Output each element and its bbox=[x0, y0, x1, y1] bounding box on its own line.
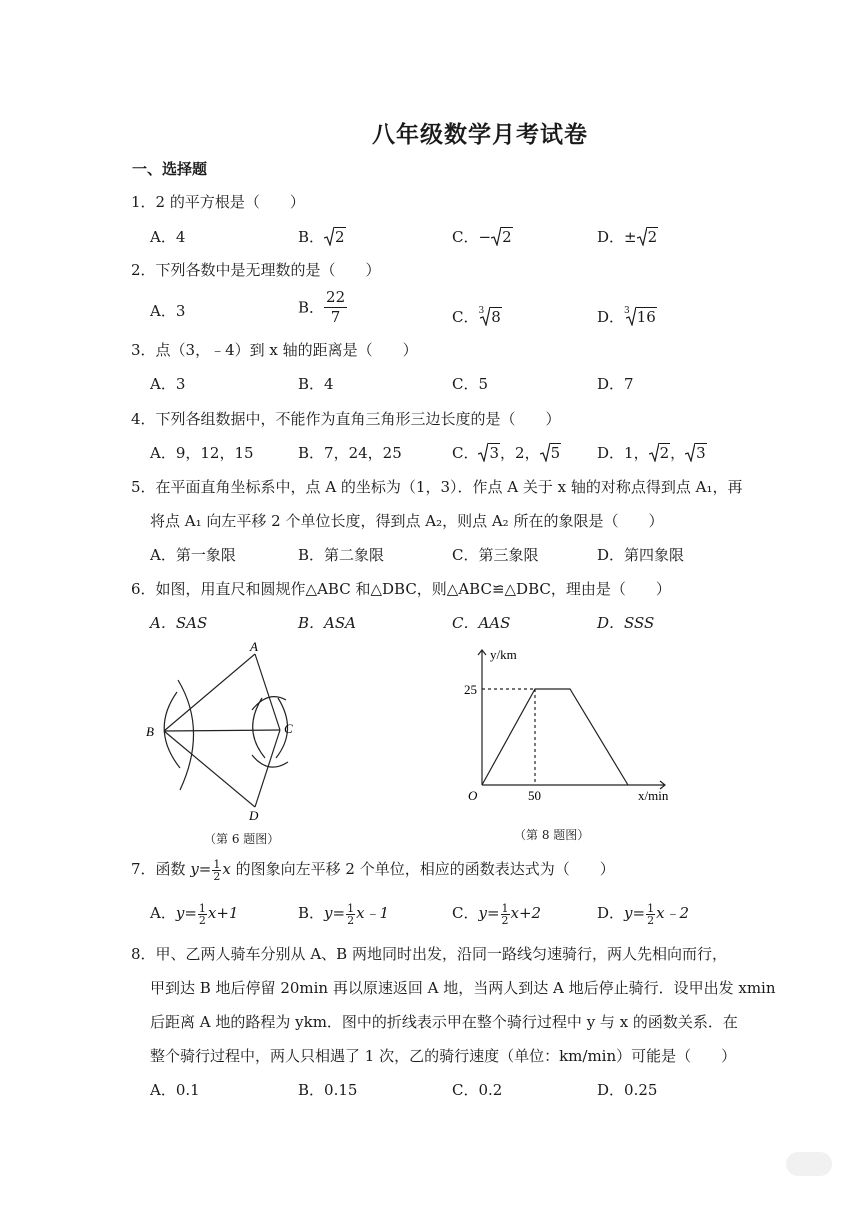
q3-text: 点（3，﹣4）到 x 轴的距离是（ ） bbox=[155, 341, 418, 359]
fig8-y-tick: 25 bbox=[464, 682, 477, 697]
q3-option-d: D．7 bbox=[597, 375, 634, 393]
figure-8-graph bbox=[460, 640, 690, 810]
q1-option-d: D．± 2 bbox=[597, 228, 658, 246]
question-4 bbox=[131, 408, 561, 430]
q1-text: 2 的平方根是（ ） bbox=[155, 193, 305, 211]
question-6: 6．如图，用直尺和圆规作△ABC 和△DBC，则△ABC≌△DBC，理由是（ ） bbox=[131, 580, 671, 598]
q6-option-d: D．SSS bbox=[597, 614, 655, 632]
question-1 bbox=[131, 191, 305, 213]
q1-option-b: B． 2 bbox=[298, 228, 345, 246]
q4-option-c: C． 3，2， 5 bbox=[452, 444, 561, 462]
fig6-label-a: A bbox=[250, 640, 258, 654]
q4-option-a: A．9，12，15 bbox=[150, 444, 254, 462]
q2-option-a: A．3 bbox=[150, 302, 186, 320]
fig6-label-b: B bbox=[146, 724, 154, 739]
figure-6-construction bbox=[140, 640, 310, 825]
question-3 bbox=[131, 339, 418, 361]
q4-option-b: B．7，24，25 bbox=[298, 444, 402, 462]
fig6-label-d: D bbox=[249, 808, 259, 823]
q5-option-d: D．第四象限 bbox=[597, 546, 685, 564]
q3-option-c: C．5 bbox=[452, 375, 489, 393]
q1-option-c: C．− 2 bbox=[452, 228, 512, 246]
q5-option-c: C．第三象限 bbox=[452, 546, 539, 564]
q3-number: 3． bbox=[131, 341, 156, 359]
q8-option-a: A．0.1 bbox=[150, 1081, 200, 1099]
question-5-line-1: 5．在平面直角坐标系中，点 A 的坐标为（1，3）．作点 A 关于 x 轴的对称点得到点 A₁，再 bbox=[131, 478, 743, 496]
question-7: 7．函数 y= $\frac{1}{2}$ x 的图象向左平移 2 个单位，相应的函数表达式为（ ） bbox=[131, 857, 615, 883]
question-8-line-2: 甲到达 B 地后停留 20min 再以原速返回 A 地，当两人到达 A 地后停止骑行．设甲出发 xmin bbox=[150, 979, 776, 997]
q6-option-a: A．SAS bbox=[150, 614, 208, 632]
q2-number: 2． bbox=[131, 261, 156, 279]
section-heading: 一、选择题 bbox=[132, 160, 208, 178]
q7-option-b: B．y= $\frac{1}{2}$ x﹣1 bbox=[298, 901, 390, 927]
q3-option-b: B．4 bbox=[298, 375, 334, 393]
q8-option-d: D．0.25 bbox=[597, 1081, 658, 1099]
q1-number: 1． bbox=[131, 193, 156, 211]
q2-option-c: C．$^3$ 8 bbox=[452, 306, 501, 326]
page-title: 八年级数学月考试卷 bbox=[372, 121, 588, 148]
q2-option-d: D．$^3$ 16 bbox=[597, 306, 656, 326]
question-5-line-2: 将点 A₁ 向左平移 2 个单位长度，得到点 A₂，则点 A₂ 所在的象限是（ ） bbox=[150, 512, 664, 530]
q7-option-c: C．y= $\frac{1}{2}$ x+2 bbox=[452, 901, 542, 927]
q3-option-a: A．3 bbox=[150, 375, 186, 393]
q5-option-a: A．第一象限 bbox=[150, 546, 236, 564]
q2-text: 下列各数中是无理数的是（ ） bbox=[155, 261, 381, 279]
q4-option-d: D．1， 2， 3 bbox=[597, 444, 706, 462]
watermark-logo bbox=[786, 1152, 832, 1176]
q2-option-b: B． $\frac{22}{7}$ bbox=[298, 288, 346, 326]
fig8-origin: O bbox=[468, 788, 478, 803]
figure-8-caption: （第 8 题图） bbox=[514, 828, 590, 842]
q1-option-a: A．4 bbox=[150, 228, 186, 246]
fig6-label-c: C bbox=[284, 721, 293, 736]
figure-6-caption: （第 6 题图） bbox=[204, 832, 280, 846]
q7-option-a: A．y= $\frac{1}{2}$ x+1 bbox=[150, 901, 239, 927]
fig8-y-axis-label: y/km bbox=[490, 647, 517, 662]
q4-text: 下列各组数据中，不能作为直角三角形三边长度的是（ ） bbox=[155, 410, 561, 428]
q7-option-d: D．y= $\frac{1}{2}$ x﹣2 bbox=[597, 901, 690, 927]
question-2 bbox=[131, 259, 381, 281]
q6-option-c: C．AAS bbox=[452, 614, 511, 632]
q5-option-b: B．第二象限 bbox=[298, 546, 385, 564]
q4-number: 4． bbox=[131, 410, 156, 428]
fig8-x-axis-label: x/min bbox=[638, 788, 669, 803]
question-8-line-1: 8．甲、乙两人骑车分别从 A、B 两地同时出发，沿同一路线匀速骑行，两人先相向而行， bbox=[131, 945, 727, 963]
question-8-line-4: 整个骑行过程中，两人只相遇了 1 次，乙的骑行速度（单位：km/min）可能是（ ） bbox=[150, 1047, 737, 1065]
fig8-x-tick: 50 bbox=[528, 788, 541, 803]
q6-option-b: B．ASA bbox=[298, 614, 356, 632]
question-8-line-3: 后距离 A 地的路程为 ykm．图中的折线表示甲在整个骑行过程中 y 与 x 的函数关系．在 bbox=[150, 1013, 738, 1031]
q8-option-c: C．0.2 bbox=[452, 1081, 503, 1099]
q8-option-b: B．0.15 bbox=[298, 1081, 358, 1099]
